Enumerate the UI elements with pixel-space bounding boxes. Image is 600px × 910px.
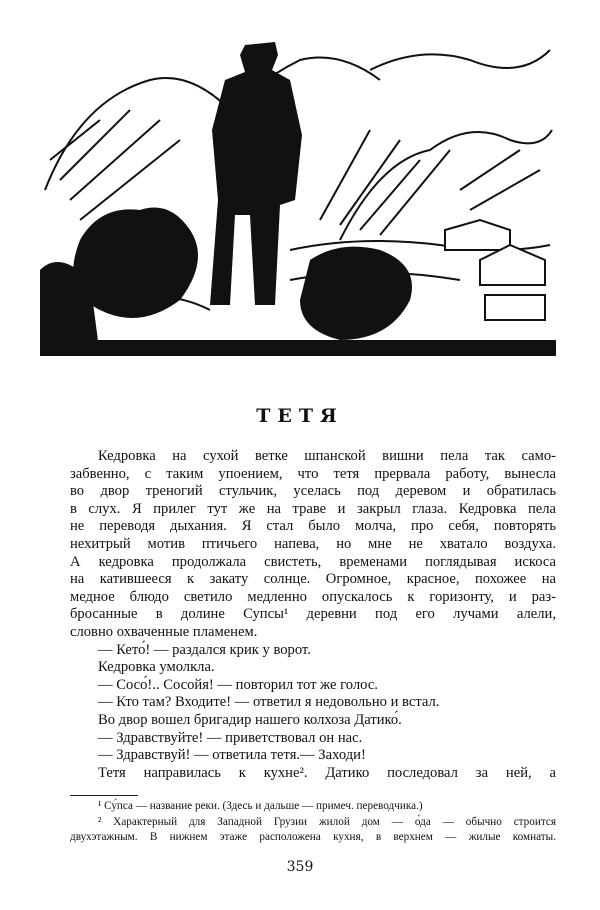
text-line: — Кто там? Входите! — ответил я недовольно и встал. [98, 694, 440, 711]
text-line: Кедровка на сухой ветке шпанской вишни пела так само- [98, 448, 556, 464]
text-line: в слух. Я прилег тут же на траве и закрыл глаза. Кедровка пела [70, 500, 556, 517]
text-line: бросанные в долине Супсы¹ деревни под его лучами алели, [70, 606, 556, 623]
chapter-title: ТЕТЯ [256, 405, 344, 427]
footnote-divider [70, 795, 138, 796]
text-line: А кедровка продолжала свистеть, временами поглядывая искоса [70, 553, 556, 570]
text-line: — Сосо́!.. Сосойя! — повторил тот же голос. [98, 676, 378, 693]
text-line: не переводя дыхания. Я стал было молча, про себя, повторять [70, 518, 556, 535]
footnote-2-cont: двухэтажным. В нижнем этаже расположена кухня, в верхнем — жилые комнаты. [70, 831, 556, 843]
text-line: словно охваченные пламенем. [70, 623, 258, 640]
text-line: медное блюдо светило медленно опускалось к горизонту, и раз- [70, 588, 556, 605]
text-line: Во двор вошел бригадир нашего колхоза Датико́. [98, 711, 402, 728]
text-line: нехитрый мотив птичьего напева, но мне не хватало воздуха. [70, 535, 556, 552]
page-number: 359 [286, 859, 314, 875]
footnote-2: ² Характерный для Западной Грузии жилой дом — о́да — обычно строится [98, 815, 556, 828]
text-line: забвенно, с таким упоением, что тетя прервала работу, вынесла [70, 465, 556, 482]
body-text [70, 448, 556, 782]
text-line: Тетя направилась к кухне². Датико последовал за ней, а [98, 764, 556, 781]
footnote-1: ¹ Су́пса — название реки. (Здесь и дальше — примеч. переводчика.) [98, 800, 423, 812]
text-line: — Здравствуй! — ответила тетя.— Заходи! [98, 747, 366, 764]
text-line: Кедровка умолкла. [98, 659, 215, 676]
chapter-illustration [40, 40, 556, 356]
footnotes [70, 799, 556, 846]
text-line: во двор треногий стульчик, уселась под деревом и обратилась [70, 483, 556, 500]
text-line: — Кето́! — раздался крик у ворот. [98, 641, 311, 658]
text-line: — Здравствуйте! — приветствовал он нас. [98, 729, 363, 746]
text-line: на катившееся к закату солнце. Огромное, красное, похожее на [70, 571, 556, 588]
